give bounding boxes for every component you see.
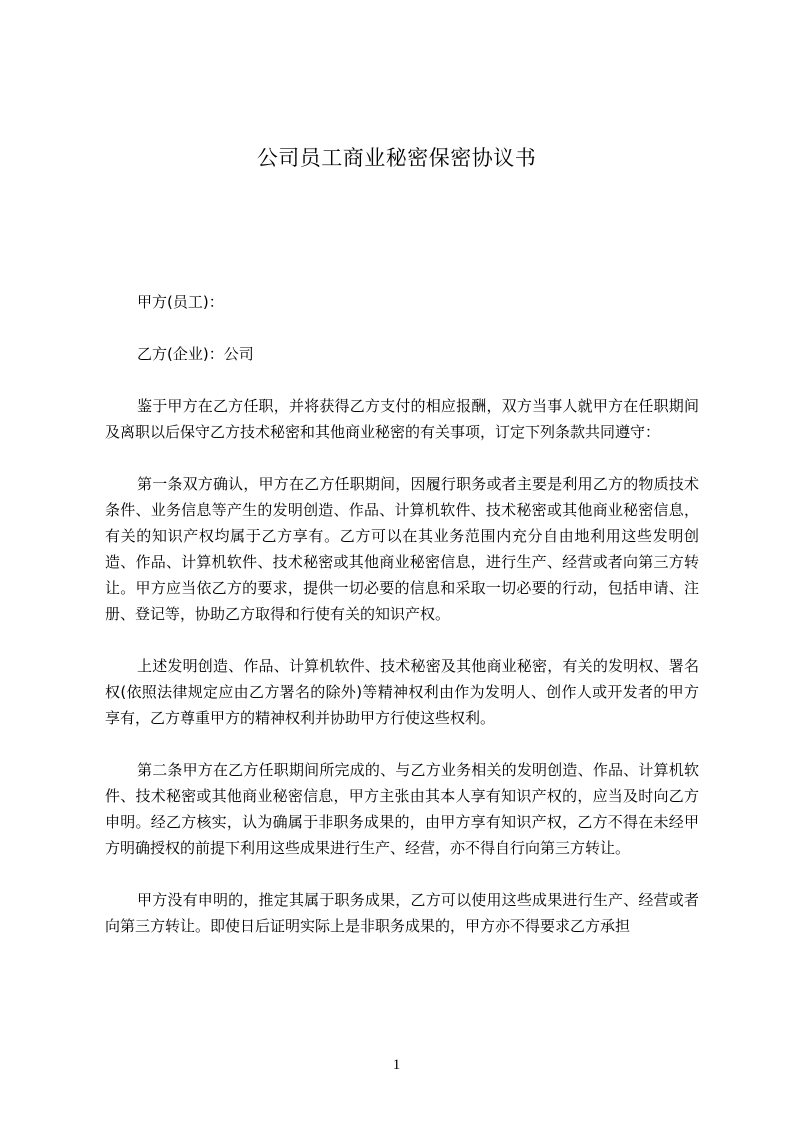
paragraph-article-2: 第二条甲方在乙方任职期间所完成的、与乙方业务相关的发明创造、作品、计算机软件、技术秘密或其他商业秘密信息，甲方主张由其本人享有知识产权的，应当及时向乙方申明。经乙方核实，认为确属于非职务成果的，由甲方享有知识产权，乙方不得在未经甲方明确授权的前提下利用这些成果进行生产、经营，亦不得自行向第三方转让。 — [105, 761, 699, 857]
party-b-line: 乙方(企业)：公司 — [137, 345, 254, 363]
party-a-line: 甲方(员工)： — [137, 293, 224, 311]
paragraph-article-2-presumption: 甲方没有申明的，推定其属于职务成果，乙方可以使用这些成果进行生产、经营或者向第三方转让。即使日后证明实际上是非职务成果的，甲方亦不得要求乙方承担 — [105, 891, 699, 935]
document-title: 公司员工商业秘密保密协议书 — [256, 146, 537, 170]
paragraph-article-1-rights: 上述发明创造、作品、计算机软件、技术秘密及其他商业秘密，有关的发明权、署名权(依照法律规定应由乙方署名的除外)等精神权利由作为发明人、创作人或开发者的甲方享有，乙方尊重甲方的精神权利并协助甲方行使这些权利。 — [105, 657, 699, 727]
paragraph-preamble: 鉴于甲方在乙方任职，并将获得乙方支付的相应报酬，双方当事人就甲方在任职期间及离职以后保守乙方技术秘密和其他商业秘密的有关事项，订定下列条款共同遵守： — [105, 397, 699, 441]
paragraph-article-1: 第一条双方确认，甲方在乙方任职期间，因履行职务或者主要是利用乙方的物质技术条件、业务信息等产生的发明创造、作品、计算机软件、技术秘密或其他商业秘密信息，有关的知识产权均属于乙方享有。乙方可以在其业务范围内充分自由地利用这些发明创造、作品、计算机软件、技术秘密或其他商业秘密信息，进行生产、经营或者向第三方转让。甲方应当依乙方的要求，提供一切必要的信息和采取一切必要的行动，包括申请、注册、登记等，协助乙方取得和行使有关的知识产权。 — [105, 475, 699, 623]
page-number: 1 — [392, 1057, 401, 1073]
document-body — [105, 289, 699, 965]
